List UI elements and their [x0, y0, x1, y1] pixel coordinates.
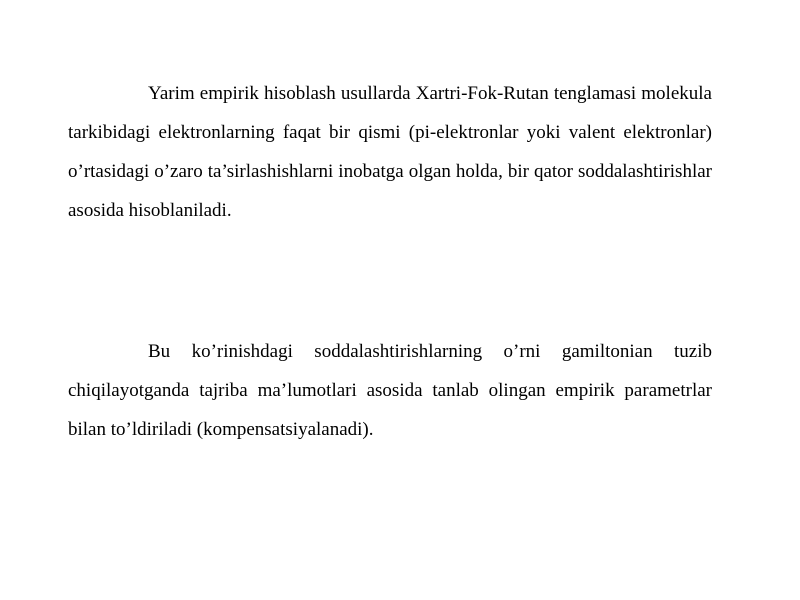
paragraph-semi-empirical-methods: Yarim empirik hisoblash usullarda Xartri-Fok-Rutan tenglamasi molekula tarkibidagi elektronlarning faqat bir qismi (pi-elektronlar yoki valent elektronlar) o’rtasidagi o’zaro ta’sirlashishlarni inobatga olgan holda, bir qator soddalashtirishlar asosida hisoblaniladi.	[68, 83, 712, 221]
paragraph-simplification-compensation: Bu ko’rinishdagi soddalashtirishlarning o’rni gamiltonian tuzib chiqilayotganda tajriba ma’lumotlari asosida tanlab olingan empirik parametrlar bilan to’ldiriladi (kompensatsiyalanadi).	[68, 341, 712, 440]
